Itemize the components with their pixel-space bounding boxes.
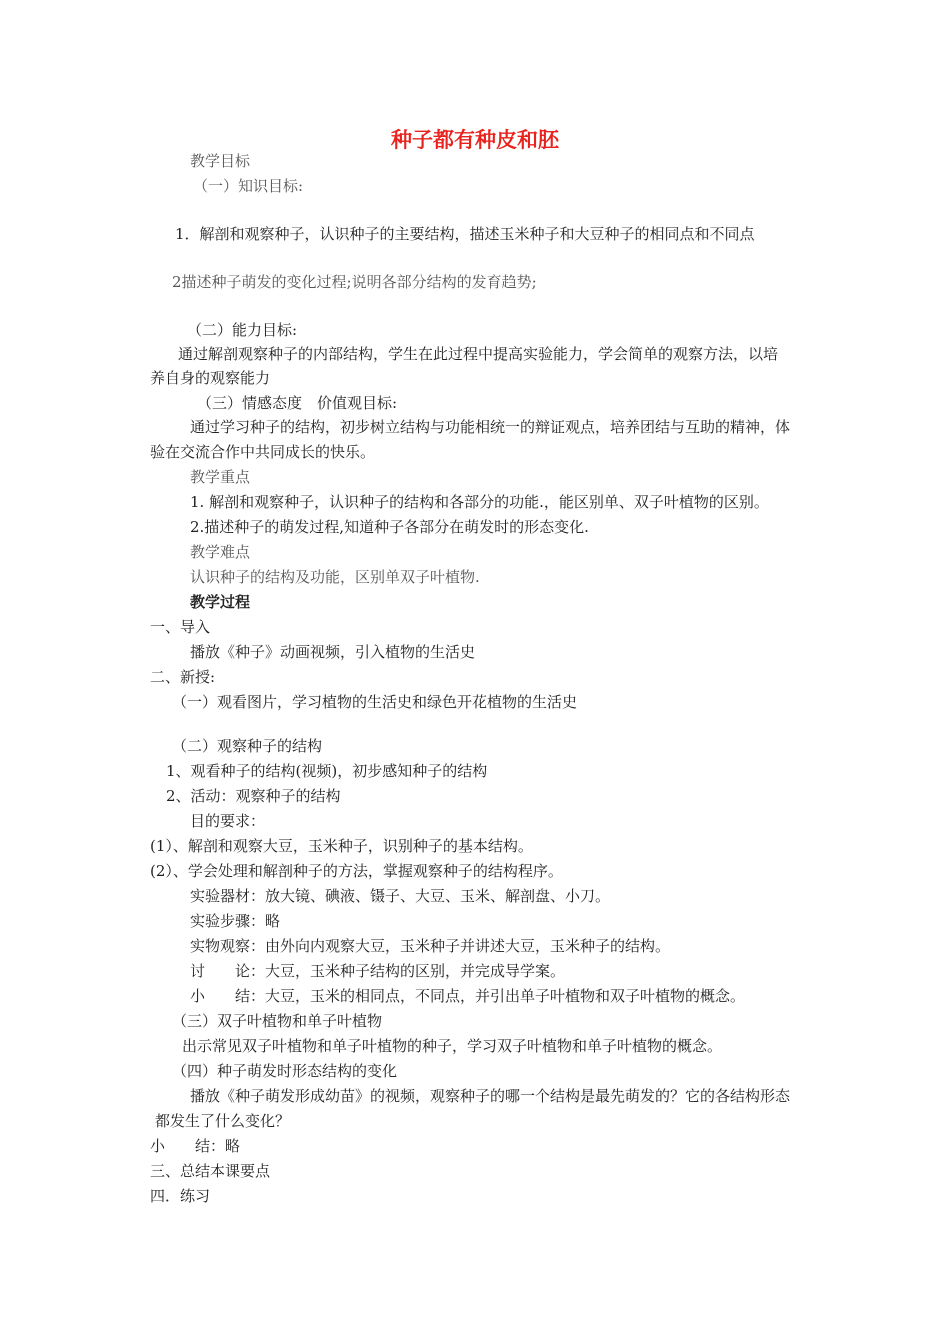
section-heading-teaching-goals: 教学目标 [190, 152, 251, 170]
part-4-detail-line-1: 播放《种子萌发形成幼苗》的视频，观察种子的哪一个结构是最先萌发的？它的各结构形态 [190, 1087, 791, 1105]
attitude-goal-line-2: 验在交流合作中共同成长的快乐。 [150, 443, 376, 461]
experiment-materials: 实验器材：放大镜、碘液、镊子、大豆、玉米、解剖盘、小刀。 [190, 887, 611, 905]
difficulty-text: 认识种子的结构及功能，区别单双子叶植物. [190, 568, 480, 586]
discussion: 讨 论：大豆，玉米种子结构的区别，并完成导学案。 [190, 962, 566, 980]
objective-requirements: 目的要求： [190, 812, 266, 830]
lesson-summary: 小 结：略 [150, 1137, 241, 1155]
key-point-1: 1. 解剖和观察种子，认识种子的结构和各部分的功能.，能区别单、双子叶植物的区别。 [190, 493, 769, 511]
step-introduction: 一、导入 [150, 618, 211, 636]
experiment-steps: 实验步骤：略 [190, 912, 281, 930]
object-observation: 实物观察：由外向内观察大豆，玉米种子并讲述大豆，玉米种子的结构。 [190, 937, 671, 955]
summary: 小 结：大豆，玉米的相同点，不同点，并引出单子叶植物和双子叶植物的概念。 [190, 987, 746, 1005]
key-point-2: 2.描述种子的萌发过程,知道种子各部分在萌发时的形态变化. [190, 518, 589, 536]
document-title: 种子都有种皮和胚 [391, 128, 559, 152]
knowledge-goal-2: 2描述种子萌发的变化过程;说明各部分结构的发育趋势; [172, 273, 537, 291]
subheading-ability-goals: （二）能力目标: [187, 321, 298, 339]
new-lesson-part-2: （二）观察种子的结构 [172, 737, 323, 755]
section-heading-difficulties: 教学难点 [190, 543, 251, 561]
requirement-1: (1）、解剖和观察大豆，玉米种子，识别种子的基本结构。 [150, 837, 533, 855]
step-review: 三、总结本课要点 [150, 1162, 271, 1180]
new-lesson-part-3: （三）双子叶植物和单子叶植物 [172, 1012, 383, 1030]
requirement-2: (2）、学会处理和解剖种子的方法，掌握观察种子的结构程序。 [150, 862, 563, 880]
part-2-item-2: 2、活动：观察种子的结构 [166, 787, 341, 805]
part-3-detail: 出示常见双子叶植物和单子叶植物的种子，学习双子叶植物和单子叶植物的概念。 [182, 1037, 723, 1055]
ability-goal-line-2: 养自身的观察能力 [150, 369, 271, 387]
part-4-detail-line-2: 都发生了什么变化？ [155, 1112, 291, 1130]
part-2-item-1: 1、观看种子的结构(视频)，初步感知种子的结构 [166, 762, 488, 780]
ability-goal-line-1: 通过解剖观察种子的内部结构，学生在此过程中提高实验能力，学会简单的观察方法，以培 [178, 345, 779, 363]
subheading-knowledge-goals: （一）知识目标: [193, 177, 304, 195]
new-lesson-part-1: （一）观看图片，学习植物的生活史和绿色开花植物的生活史 [172, 693, 578, 711]
new-lesson-part-4: （四）种子萌发时形态结构的变化 [172, 1062, 398, 1080]
introduction-detail: 播放《种子》动画视频，引入植物的生活史 [190, 643, 476, 661]
attitude-goal-line-1: 通过学习种子的结构，初步树立结构与功能相统一的辩证观点，培养团结与互助的精神，体 [190, 418, 791, 436]
step-new-lesson: 二、新授: [150, 668, 216, 686]
step-practice: 四．练习 [150, 1187, 211, 1205]
section-heading-key-points: 教学重点 [190, 468, 251, 486]
knowledge-goal-1: 1．解剖和观察种子，认识种子的主要结构，描述玉米种子和大豆种子的相同点和不同点 [175, 225, 755, 243]
subheading-attitude-goals: （三）情感态度 价值观目标: [197, 394, 398, 412]
section-heading-teaching-process: 教学过程 [190, 593, 251, 611]
